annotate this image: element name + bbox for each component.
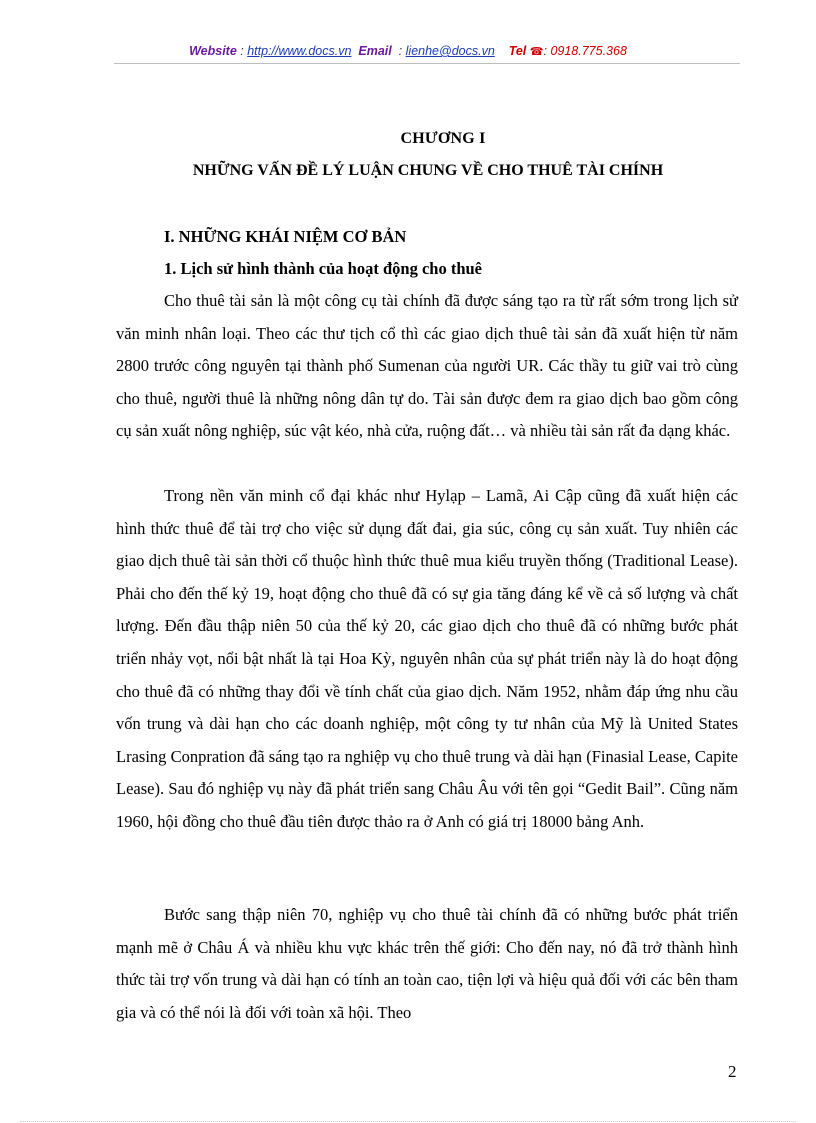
chapter-subtitle: NHỮNG VẤN ĐỀ LÝ LUẬN CHUNG VỀ CHO THUÊ TÀI CHÍNH	[192, 162, 664, 179]
header-divider	[114, 63, 740, 64]
paragraph: Cho thuê tài sản là một công cụ tài chính đã được sáng tạo ra từ rất sớm trong lịch sử văn minh nhân loại. Theo các thư tịch cổ thì các giao dịch thuê tài sản đã xuất hiện từ năm 2800 trước công nguyên tại thành phố Sumenan của người UR. Các thầy tu giữ vai trò cùng cho thuê, người thuê là những nông dân tự do. Tài sản được đem ra giao dịch bao gồm công cụ sản xuất nông nghiệp, súc vật kéo, nhà cửa, ruộng đất… và nhiều tài sản rất đa dạng khác.	[116, 291, 738, 441]
tel-value: 0918.775.368	[550, 44, 627, 58]
page-number: 2	[728, 1062, 737, 1081]
page-header: Website : http://www.docs.vn Email : lienhe@docs.vn Tel ☎: 0918.775.368	[189, 44, 627, 58]
email-link[interactable]: lienhe@docs.vn	[405, 44, 495, 58]
paragraph: Trong nền văn minh cổ đại khác như Hylạp – Lamã, Ai Cập cũng đã xuất hiện các hình thức thuê để tài trợ cho việc sử dụng đất đai, gia súc, công cụ sản xuất. Tuy nhiên các giao dịch thuê tài sản thời cổ thuộc hình thức thuê mua kiểu truyền thống (Traditional Lease). Phải cho đến thế kỷ 19, hoạt động cho thuê đã có sự gia tăng đáng kể về cả số lượng và chất lượng. Đến đầu thập niên 50 của thế kỷ 20, các giao dịch cho thuê đã có những bước phát triển nhảy vọt, nổi bật nhất là tại Hoa Kỳ, nguyên nhân của sự phát triển này là do hoạt động cho thuê đã có những thay đổi về tính chất của giao dịch. Năm 1952, nhằm đáp ứng nhu cầu vốn trung và dài hạn cho các doanh nghiệp, một công ty tư nhân của Mỹ là United States Lrasing Conpration đã sáng tạo ra nghiệp vụ cho thuê trung và dài hạn (Finasial Lease, Capite Lease). Sau đó nghiệp vụ này đã phát triển sang Châu Âu với tên gọi “Gedit Bail”. Cũng năm 1960, hội đồng cho thuê đầu tiên được thảo ra ở Anh có giá trị 18000 bảng Anh.	[116, 486, 738, 831]
paragraph: Bước sang thập niên 70, nghiệp vụ cho thuê tài chính đã có những bước phát triển mạnh mẽ ở Châu Á và nhiều khu vực khác trên thế giới: Cho đến nay, nó đã trở thành hình thức tài trợ vốn trung và dài hạn có tính an toàn cao, tiện lợi và hiệu quả đối với các bên tham gia và có thể nói là đối với toàn xã hội. Theo	[116, 905, 738, 1022]
website-link[interactable]: http://www.docs.vn	[247, 44, 352, 58]
footer-divider	[20, 1121, 796, 1122]
email-label: Email	[358, 44, 392, 58]
section-heading: I. NHỮNG KHÁI NIỆM CƠ BẢN	[164, 227, 407, 246]
website-label: Website	[189, 44, 237, 58]
subsection-heading: 1. Lịch sử hình thành của hoạt động cho thuê	[164, 259, 482, 278]
chapter-title: CHƯƠNG I	[400, 130, 486, 147]
phone-icon: ☎	[529, 46, 544, 58]
tel-label: Tel	[508, 44, 527, 58]
